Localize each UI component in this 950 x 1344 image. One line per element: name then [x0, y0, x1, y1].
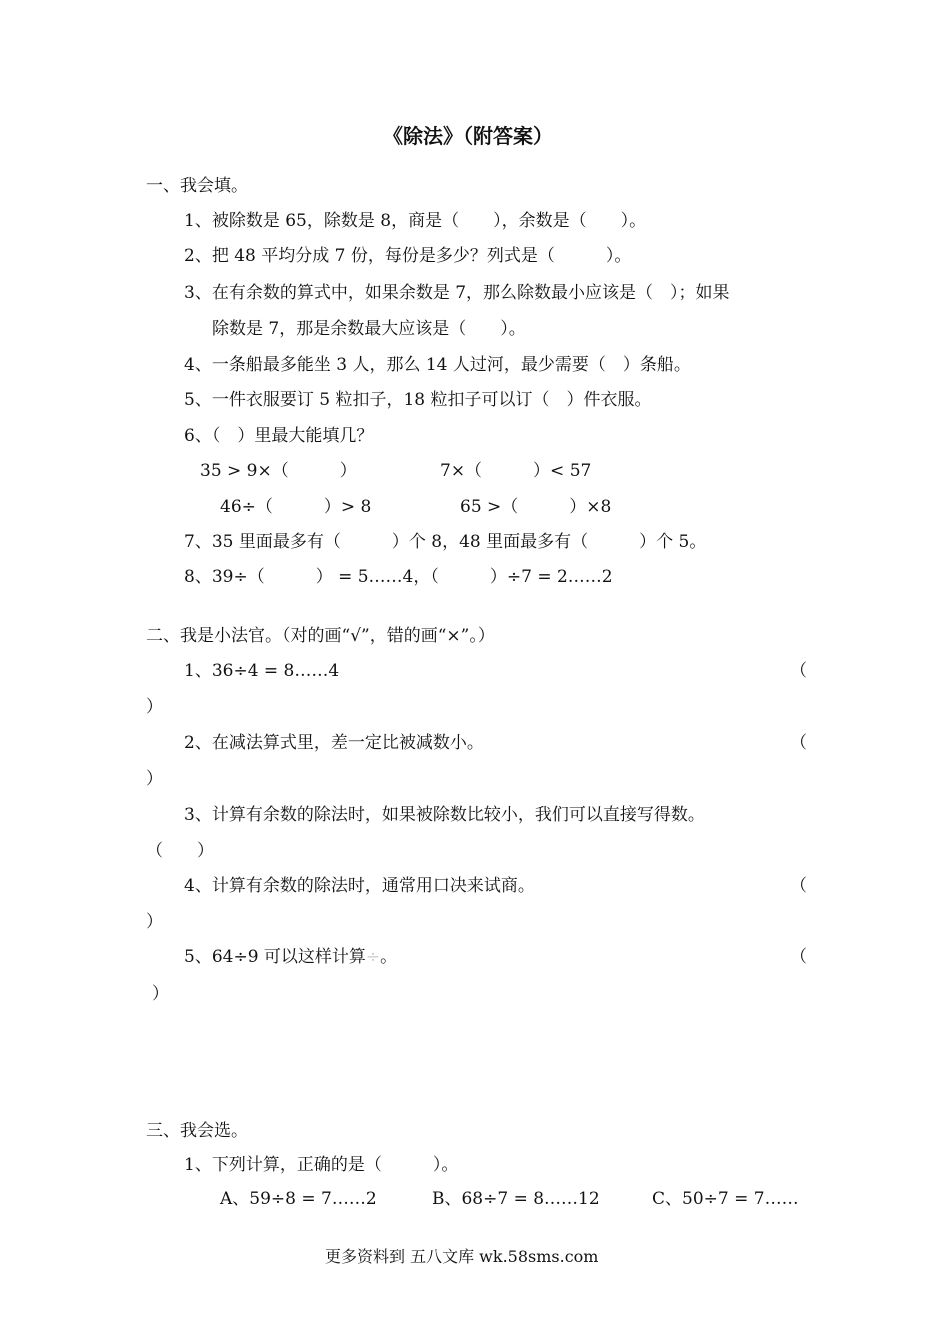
section-1-question-6-item-c: 46÷（ ）> 8: [220, 497, 372, 517]
answer-paren-open-1: （: [790, 661, 807, 681]
section-2-question-1: 1、36÷4 = 8……4: [184, 661, 340, 681]
answer-paren-close-2: ）: [146, 769, 163, 789]
section-3-option-a: A、59÷8 = 7……2: [220, 1189, 377, 1209]
section-3-question-1: 1、下列计算，正确的是（ ）。: [184, 1155, 459, 1175]
page-title: 《除法》（附答案）: [383, 124, 553, 148]
footer-link[interactable]: 更多资料到 五八文库 wk.58sms.com: [325, 1247, 599, 1266]
answer-paren-open-4: （: [790, 876, 807, 896]
section-1-question-8: 8、39÷（ ） = 5……4，（ ）÷7 = 2……2: [184, 567, 613, 587]
section-2-question-3: 3、计算有余数的除法时，如果被除数比较小，我们可以直接写得数。: [184, 805, 705, 825]
answer-paren-open-5: （: [790, 947, 807, 967]
section-1-question-6-item-b: 7×（ ）< 57: [440, 461, 592, 481]
answer-paren-close-5: ）: [152, 984, 169, 1004]
section-3-option-b: B、68÷7 = 8……12: [432, 1189, 600, 1209]
section-1-question-7: 7、35 里面最多有（ ）个 8，48 里面最多有（ ）个 5。: [184, 532, 707, 552]
section-2-question-4: 4、计算有余数的除法时，通常用口决来试商。: [184, 876, 535, 896]
section-2-question-5: [184, 946, 397, 968]
section-1-question-3-line-1: 3、在有余数的算式中，如果余数是 7，那么除数最小应该是（ ）；如果: [184, 283, 730, 303]
answer-paren-3: （ ）: [146, 841, 214, 861]
section-1-question-2: 2、把 48 平均分成 7 份，每份是多少？列式是（ ）。: [184, 246, 632, 266]
section-2-question-5-end: 。: [380, 947, 398, 967]
section-1-question-5: 5、一件衣服要订 5 粒扣子，18 粒扣子可以订（ ）件衣服。: [184, 390, 652, 410]
section-1-question-4: 4、一条船最多能坐 3 人，那么 14 人过河，最少需要（ ）条船。: [184, 355, 691, 375]
section-1-heading: 一、我会填。: [146, 176, 248, 196]
faint-division-mark: ÷: [365, 947, 381, 967]
section-1-question-3-line-2: 除数是 7，那是余数最大应该是（ ）。: [212, 319, 526, 339]
section-2-heading: 二、我是小法官。（对的画“√”，错的画“×”。）: [146, 626, 495, 646]
section-3-option-c: C、50÷7 = 7……: [652, 1189, 799, 1209]
section-1-question-6-item-d: 65 >（ ）×8: [460, 497, 612, 517]
answer-paren-open-2: （: [790, 733, 807, 753]
section-2-question-2: 2、在减法算式里，差一定比被减数小。: [184, 733, 484, 753]
section-2-question-5-text: 5、64÷9 可以这样计算: [184, 947, 366, 967]
section-1-question-6-item-a: 35 > 9×（ ）: [200, 461, 357, 481]
answer-paren-close-1: ）: [146, 697, 163, 717]
section-3-heading: 三、我会选。: [146, 1121, 248, 1141]
answer-paren-close-4: ）: [146, 912, 163, 932]
section-1-question-6: 6、（ ）里最大能填几？: [184, 426, 374, 446]
section-1-question-1: 1、被除数是 65，除数是 8，商是（ ），余数是（ ）。: [184, 211, 647, 231]
